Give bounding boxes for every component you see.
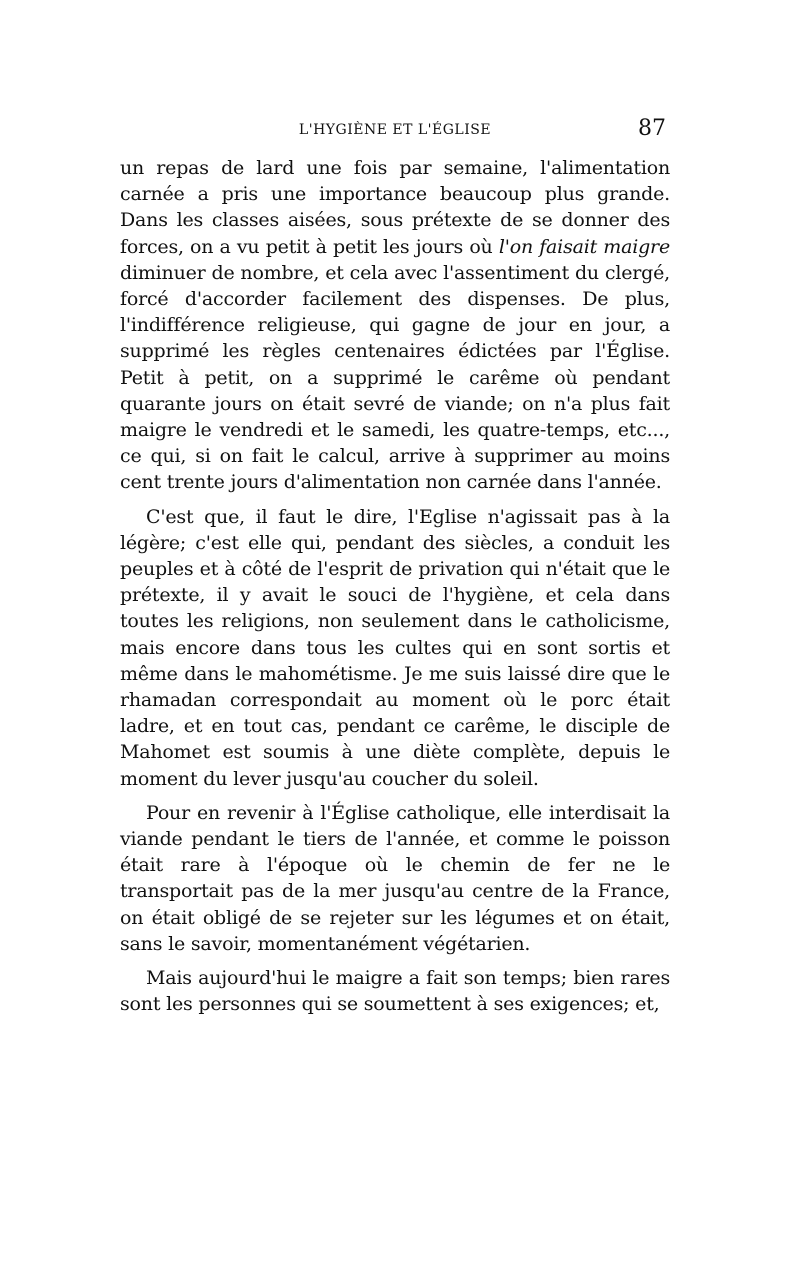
paragraph-1-text-before: un repas de lard une fois par semaine, l'alimentation carnée a pris une importance beaucoup plus grande. Dans les classes aisées, sous prétexte de se donner des forces, on a vu petit à petit les jours où <box>120 157 670 258</box>
page-number: 87 <box>638 116 666 141</box>
paragraph-1-text-after: diminuer de nombre, et cela avec l'assentiment du clergé, forcé d'accorder facilement des dispenses. De plus, l'indifférence religieuse, qui gagne de jour en jour, a supprimé les règles centenaires édictées par l'Église. Petit à petit, on a supprimé le carême où pendant quarante jours on était sevré de viande; on n'a plus fait maigre le vendredi et le samedi, les quatre-temps, etc..., ce qui, si on fait le calcul, arrive à supprimer au moins cent trente jours d'alimentation non carnée dans l'année. <box>120 261 670 494</box>
body-text <box>120 155 670 1026</box>
paragraph-1 <box>120 155 670 496</box>
paragraph-3: Pour en revenir à l'Église catholique, elle interdisait la viande pendant le tiers de l'année, et comme le poisson était rare à l'époque où le chemin de fer ne le transportait pas de la mer jusqu'au centre de la France, on était obligé de se rejeter sur les légumes et on était, sans le savoir, momentanément végétarien. <box>120 801 670 955</box>
running-header <box>120 116 670 146</box>
italic-phrase: l'on faisait maigre <box>498 235 670 258</box>
paragraph-4: Mais aujourd'hui le maigre a fait son temps; bien rares sont les personnes qui se soumettent à ses exigences; et, <box>120 967 670 1016</box>
paragraph-2: C'est que, il faut le dire, l'Eglise n'agissait pas à la légère; c'est elle qui, pendant des siècles, a conduit les peuples et à côté de l'esprit de privation qui n'était que le prétexte, il y avait le souci de l'hygiène, et cela dans toutes les religions, non seulement dans le catholicisme, mais encore dans tous les cultes qui en sont sortis et même dans le mahométisme. Je me suis laissé dire que le rhamadan correspondait au moment où le porc était ladre, et en tout cas, pendant ce carême, le disciple de Mahomet est soumis à une diète complète, depuis le moment du lever jusqu'au coucher du soleil. <box>120 505 670 790</box>
running-title: L'HYGIÈNE ET L'ÉGLISE <box>298 122 492 138</box>
